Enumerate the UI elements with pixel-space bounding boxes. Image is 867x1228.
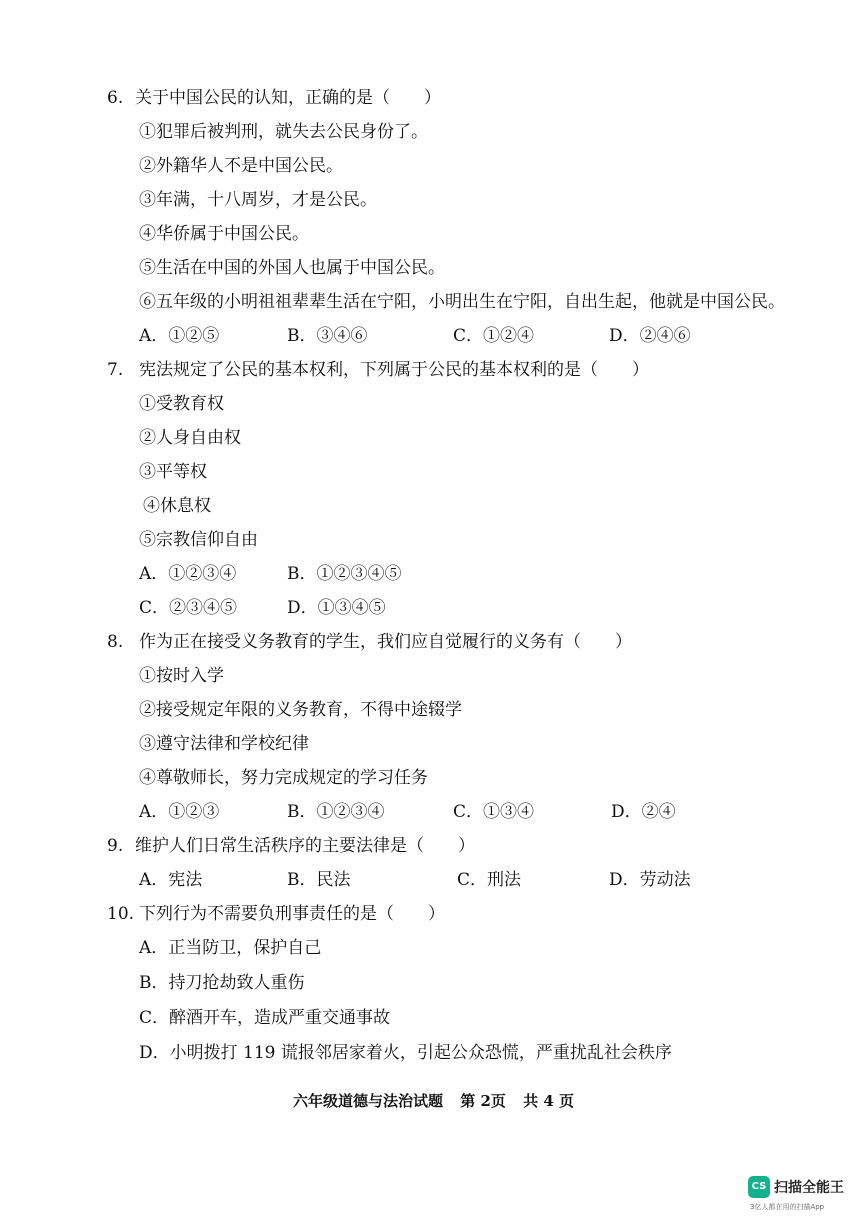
q8-item-4: ④尊敬师长，努力完成规定的学习任务 xyxy=(139,768,428,788)
option-c: C．①②④ xyxy=(453,326,535,346)
q7-item-1: ①受教育权 xyxy=(139,394,224,414)
q7-item-4: ④休息权 xyxy=(143,496,211,516)
q8-item-1: ①按时入学 xyxy=(139,666,224,686)
option-c: C．①③④ xyxy=(453,802,535,822)
q6-item-3: ③年满，十八周岁，才是公民。 xyxy=(139,190,377,210)
q10-option-c: C．醉酒开车，造成严重交通事故 xyxy=(139,1008,391,1028)
q10-option-b: B．持刀抢劫致人重伤 xyxy=(139,973,305,993)
q6-item-6: ⑥五年级的小明祖祖辈辈生活在宁阳，小明出生在宁阳，自出生起，他就是中国公民。 xyxy=(139,292,785,312)
option-b: B．民法 xyxy=(287,870,351,890)
question-text: 关于中国公民的认知，正确的是（ ） xyxy=(135,88,441,108)
q7-item-5: ⑤宗教信仰自由 xyxy=(139,530,258,550)
option-b: B．①②③④⑤ xyxy=(287,564,402,584)
question-number: 8. xyxy=(107,632,124,652)
footer-total-pages: 共 4 页 xyxy=(523,1092,575,1110)
option-a: A．①②③④ xyxy=(139,564,237,584)
question-9-stem xyxy=(107,835,475,857)
scanner-tagline: 3亿人都在用的扫描App xyxy=(750,1203,825,1211)
q6-item-1: ①犯罪后被判刑，就失去公民身份了。 xyxy=(139,122,428,142)
question-text: 作为正在接受义务教育的学生，我们应自觉履行的义务有（ ） xyxy=(139,632,632,652)
footer-page-number: 第 2页 xyxy=(460,1092,506,1110)
question-10-stem xyxy=(107,903,445,925)
question-number: 10. xyxy=(107,904,135,924)
question-text: 宪法规定了公民的基本权利，下列属于公民的基本权利的是（ ） xyxy=(139,360,649,380)
q10-option-a: A．正当防卫，保护自己 xyxy=(139,938,322,958)
q6-item-2: ②外籍华人不是中国公民。 xyxy=(139,156,343,176)
q6-item-5: ⑤生活在中国的外国人也属于中国公民。 xyxy=(139,258,445,278)
option-b: B．①②③④ xyxy=(287,802,385,822)
option-d: D．①③④⑤ xyxy=(287,598,386,618)
option-d: D．②④⑥ xyxy=(609,326,691,346)
q8-item-3: ③遵守法律和学校纪律 xyxy=(139,734,309,754)
option-d: D．劳动法 xyxy=(609,870,691,890)
question-text: 下列行为不需要负刑事责任的是（ ） xyxy=(139,904,445,924)
scanner-logo-icon: CS xyxy=(748,1176,770,1198)
q7-item-3: ③平等权 xyxy=(139,462,207,482)
question-number: 6. xyxy=(107,88,124,108)
scanner-watermark xyxy=(748,1176,860,1220)
page-footer xyxy=(0,1090,867,1111)
option-a: A．宪法 xyxy=(139,870,203,890)
q10-option-d: D．小明拨打 119 谎报邻居家着火，引起公众恐慌，严重扰乱社会秩序 xyxy=(139,1043,672,1063)
question-7-stem xyxy=(107,359,649,381)
question-8-stem xyxy=(107,631,632,653)
question-text: 维护人们日常生活秩序的主要法律是（ ） xyxy=(135,836,475,856)
option-a: A．①②⑤ xyxy=(139,326,220,346)
option-d: D．②④ xyxy=(611,802,676,822)
option-c: C．刑法 xyxy=(457,870,522,890)
scanner-app-name: 扫描全能王 xyxy=(774,1180,844,1196)
question-number: 7. xyxy=(107,360,124,380)
question-number: 9. xyxy=(107,836,124,856)
q7-item-2: ②人身自由权 xyxy=(139,428,241,448)
q6-item-4: ④华侨属于中国公民。 xyxy=(139,224,309,244)
footer-title: 六年级道德与法治试题 xyxy=(292,1092,443,1110)
option-c: C．②③④⑤ xyxy=(139,598,238,618)
option-b: B．③④⑥ xyxy=(287,326,368,346)
question-6-stem xyxy=(107,87,441,109)
q8-item-2: ②接受规定年限的义务教育，不得中途辍学 xyxy=(139,700,462,720)
option-a: A．①②③ xyxy=(139,802,220,822)
